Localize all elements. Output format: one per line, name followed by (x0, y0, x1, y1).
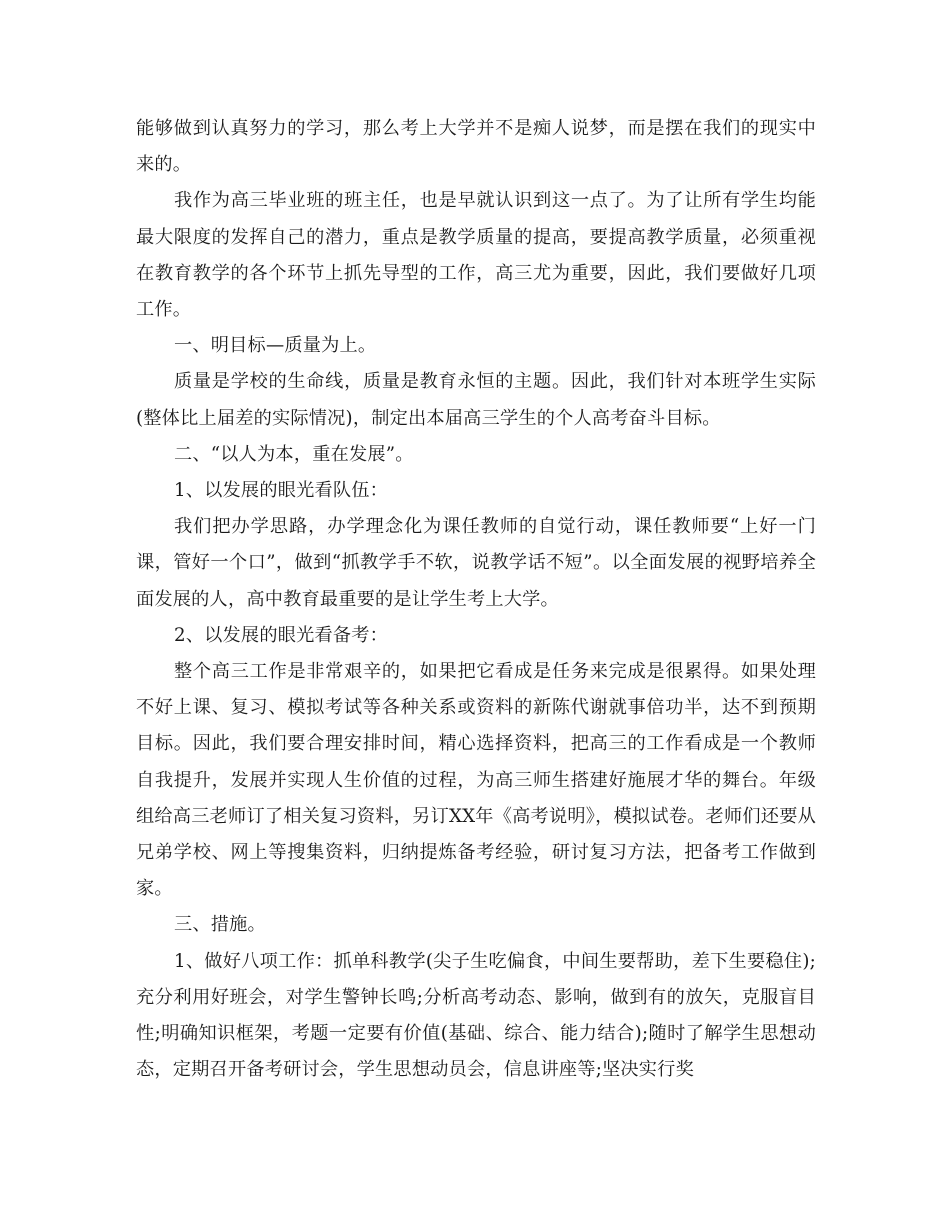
section-heading: 二、“以人为本，重在发展”。 (174, 443, 414, 465)
document-body (136, 111, 816, 1088)
paragraph: 我作为高三毕业班的班主任，也是早就认识到这一点了。为了让所有学生均能最大限度的发挥自己的潜力，重点是教学质量的提高，要提高教学质量，必须重视在教育教学的各个环节上抓先导型的工作，高三尤为重要，因此，我们要做好几项工作。 (136, 190, 816, 321)
paragraph: 我们把办学思路，办学理念化为课任教师的自觉行动，课任教师要“上好一门课，管好一个口”，做到“抓教学手不软，说教学话不短”。以全面发展的视野培养全面发展的人，高中教育最重要的是让学生考上大学。 (136, 516, 816, 610)
paragraph: 质量是学校的生命线，质量是教育永恒的主题。因此，我们针对本班学生实际(整体比上届差的实际情况)，制定出本届高三学生的个人高考奋斗目标。 (136, 371, 816, 429)
paragraph: 能够做到认真努力的学习，那么考上大学并不是痴人说梦，而是摆在我们的现实中来的。 (136, 118, 816, 176)
paragraph: 1、做好八项工作：抓单科教学(尖子生吃偏食，中间生要帮助，差下生要稳住);充分利用好班会，对学生警钟长鸣;分析高考动态、影响，做到有的放矢，克服盲目性;明确知识框架，考题一定要有价值(基础、综合、能力结合);随时了解学生思想动态，定期召开备考研讨会，学生思想动员会，信息讲座等;坚决实行奖 (136, 950, 816, 1081)
paragraph: 整个高三工作是非常艰辛的，如果把它看成是任务来完成是很累得。如果处理不好上课、复习、模拟考试等各种关系或资料的新陈代谢就事倍功半，达不到预期目标。因此，我们要合理安排时间，精心选择资料，把高三的工作看成是一个教师自我提升，发展并实现人生价值的过程，为高三师生搭建好施展才华的舞台。年级组给高三老师订了相关复习资料，另订XX年《高考说明》，模拟试卷。老师们还要从兄弟学校、网上等搜集资料，归纳提炼备考经验，研讨复习方法，把备考工作做到家。 (136, 661, 816, 900)
subsection-heading: 1、以发展的眼光看队伍： (174, 480, 389, 502)
section-heading: 一、明目标—质量为上。 (174, 335, 377, 357)
subsection-heading: 2、以发展的眼光看备考： (174, 624, 389, 646)
section-heading: 三、措施。 (174, 914, 266, 936)
